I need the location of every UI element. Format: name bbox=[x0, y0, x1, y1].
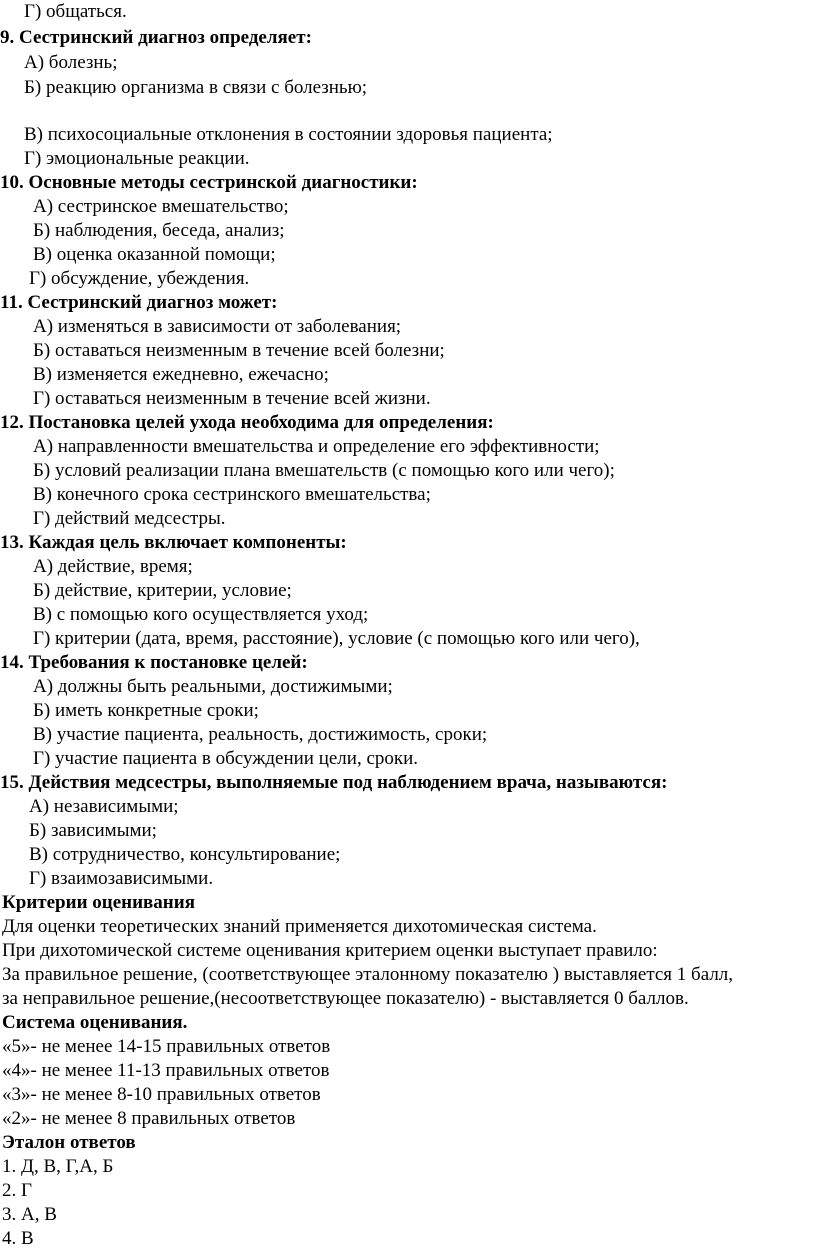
question-10-title: 10. Основные методы сестринской диагностики: bbox=[0, 172, 418, 193]
grading-line: «3»- не менее 8-10 правильных ответов bbox=[2, 1084, 321, 1105]
question-9-option-v: В) психосоциальные отклонения в состоянии здоровья пациента; bbox=[24, 124, 553, 145]
criteria-line: За правильное решение, (соответствующее эталонному показателю ) выставляется 1 балл, bbox=[2, 964, 734, 985]
criteria-line: При дихотомической системе оценивания критерием оценки выступает правило: bbox=[2, 940, 658, 961]
question-14-option-g: Г) участие пациента в обсуждении цели, сроки. bbox=[33, 748, 419, 769]
answer-line: 3. А, В bbox=[2, 1204, 57, 1225]
question-11-title: 11. Сестринский диагноз может: bbox=[0, 292, 278, 313]
grading-heading: Система оценивания. bbox=[2, 1012, 188, 1033]
answer-line: 4. В bbox=[2, 1228, 34, 1249]
question-11-option-a: А) изменяться в зависимости от заболевания; bbox=[33, 316, 402, 337]
question-11-option-g: Г) оставаться неизменным в течение всей жизни. bbox=[33, 388, 431, 409]
question-12-option-g: Г) действий медсестры. bbox=[33, 508, 226, 529]
question-14-option-a: А) должны быть реальными, достижимыми; bbox=[33, 676, 393, 697]
question-15-option-g: Г) взаимозависимыми. bbox=[29, 868, 214, 889]
grading-line: «5»- не менее 14-15 правильных ответов bbox=[2, 1036, 331, 1057]
question-9-title: 9. Сестринский диагноз определяет: bbox=[0, 27, 312, 48]
question-8-option-g: Г) общаться. bbox=[24, 1, 127, 22]
criteria-heading: Критерии оценивания bbox=[2, 892, 195, 913]
answers-heading: Эталон ответов bbox=[2, 1132, 136, 1153]
question-10-option-b: Б) наблюдения, беседа, анализ; bbox=[33, 220, 285, 241]
question-10-option-g: Г) обсуждение, убеждения. bbox=[29, 268, 250, 289]
question-10-option-v: В) оценка оказанной помощи; bbox=[33, 244, 276, 265]
answer-line: 2. Г bbox=[2, 1180, 32, 1201]
question-12-title: 12. Постановка целей ухода необходима для определения: bbox=[0, 412, 494, 433]
question-13-title: 13. Каждая цель включает компоненты: bbox=[0, 532, 347, 553]
question-10-option-a: А) сестринское вмешательство; bbox=[33, 196, 289, 217]
question-12-option-b: Б) условий реализации плана вмешательств (с помощью кого или чего); bbox=[33, 460, 615, 481]
question-12-option-a: А) направленности вмешательства и определение его эффективности; bbox=[33, 436, 600, 457]
question-9-option-g: Г) эмоциональные реакции. bbox=[24, 148, 250, 169]
question-13-option-v: В) с помощью кого осуществляется уход; bbox=[33, 604, 369, 625]
question-11-option-b: Б) оставаться неизменным в течение всей болезни; bbox=[33, 340, 445, 361]
question-15-option-a: А) независимыми; bbox=[29, 796, 179, 817]
grading-line: «2»- не менее 8 правильных ответов bbox=[2, 1108, 296, 1129]
question-13-option-g: Г) критерии (дата, время, расстояние), условие (с помощью кого или чего), bbox=[33, 628, 640, 649]
criteria-line: Для оценки теоретических знаний применяется дихотомическая система. bbox=[2, 916, 597, 937]
question-9-option-a: А) болезнь; bbox=[24, 52, 118, 73]
question-13-option-a: А) действие, время; bbox=[33, 556, 193, 577]
answer-line: 1. Д, В, Г,А, Б bbox=[2, 1156, 114, 1177]
question-15-option-v: В) сотрудничество, консультирование; bbox=[29, 844, 341, 865]
question-11-option-v: В) изменяется ежедневно, ежечасно; bbox=[33, 364, 329, 385]
question-14-title: 14. Требования к постановке целей: bbox=[0, 652, 308, 673]
question-14-option-b: Б) иметь конкретные сроки; bbox=[33, 700, 259, 721]
question-13-option-b: Б) действие, критерии, условие; bbox=[33, 580, 292, 601]
question-14-option-v: В) участие пациента, реальность, достижимость, сроки; bbox=[33, 724, 488, 745]
criteria-line: за неправильное решение,(несоответствующее показателю) - выставляется 0 баллов. bbox=[2, 988, 689, 1009]
question-12-option-v: В) конечного срока сестринского вмешательства; bbox=[33, 484, 431, 505]
question-15-title: 15. Действия медсестры, выполняемые под наблюдением врача, называются: bbox=[0, 772, 668, 793]
question-15-option-b: Б) зависимыми; bbox=[29, 820, 157, 841]
question-9-option-b: Б) реакцию организма в связи с болезнью; bbox=[24, 77, 368, 98]
grading-line: «4»- не менее 11-13 правильных ответов bbox=[2, 1060, 330, 1081]
